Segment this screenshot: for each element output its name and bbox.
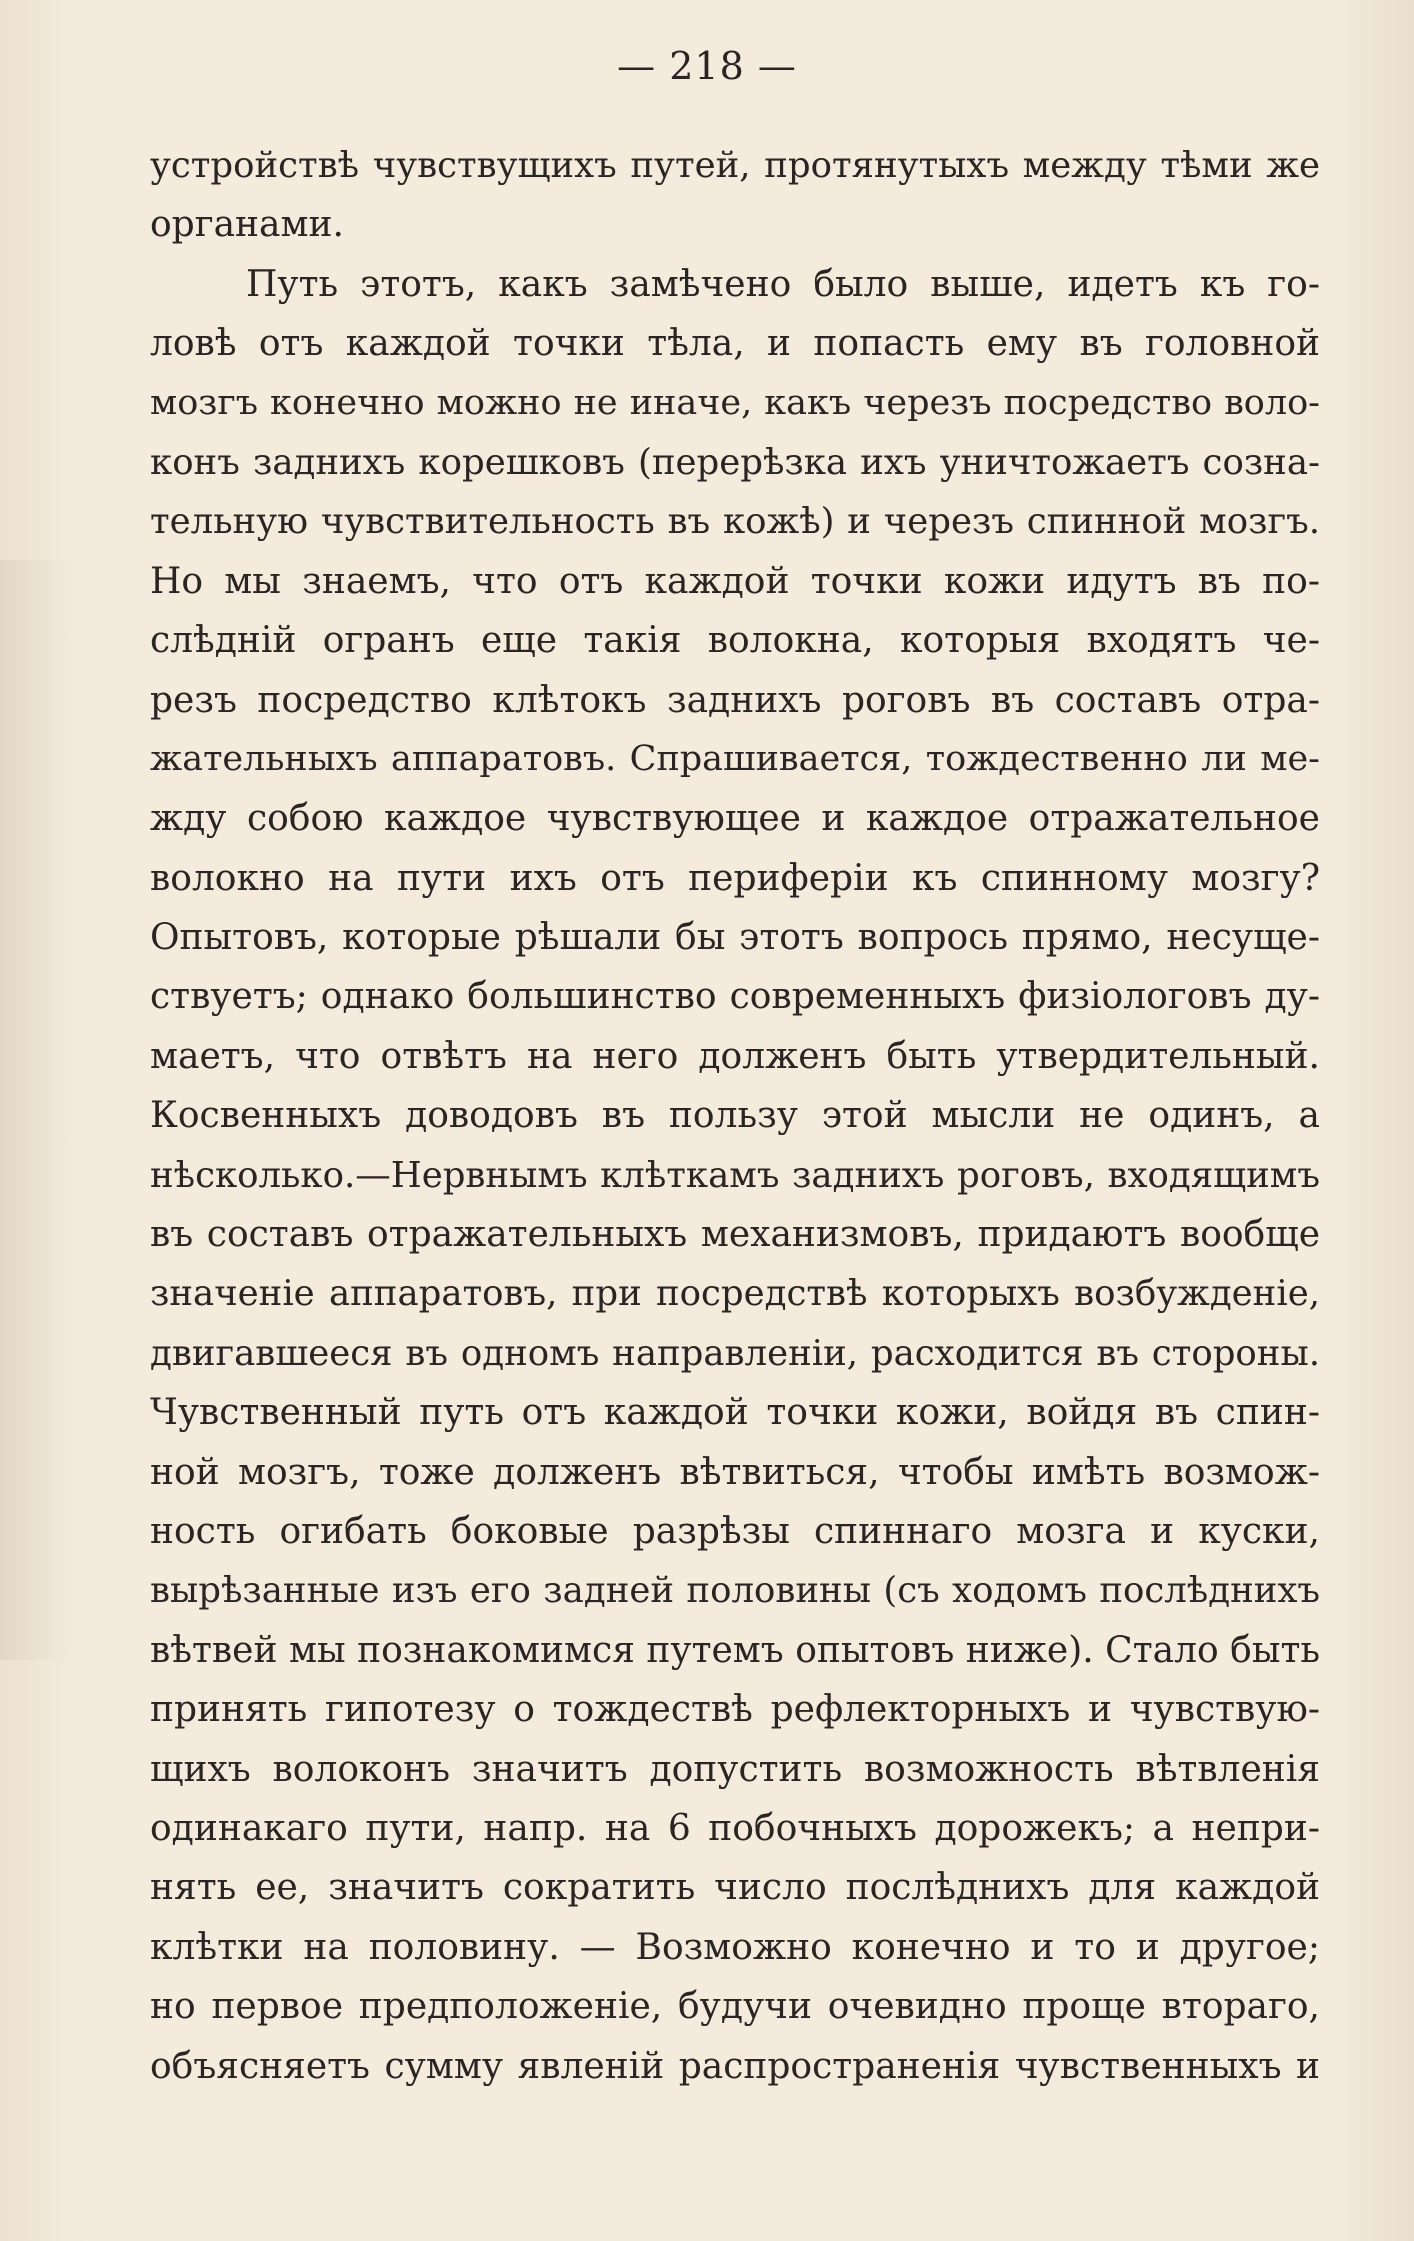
text-line: клѣтки на половину. — Возможно конечно и то и другое;	[150, 1926, 1320, 1968]
text-line: ность огибать боковые разрѣзы спиннаго мозга и куски,	[150, 1510, 1320, 1552]
text-line: объясняетъ сумму явленiй распространенiя чувственныхъ и	[150, 2045, 1320, 2087]
text-line: щихъ волоконъ значитъ допустить возможность вѣтвленiя	[150, 1748, 1320, 1790]
text-line: мозгъ конечно можно не иначе, какъ черезъ посредство воло-	[150, 382, 1320, 423]
page-edge-shadow	[0, 560, 70, 1660]
text-line: устройствѣ чувствущихъ путей, протянутыхъ между тѣми же	[150, 145, 1320, 186]
text-line: конъ заднихъ корешковъ (перерѣзка ихъ уничтожаетъ созна-	[150, 441, 1320, 483]
text-line: принять гипотезу о тождествѣ рефлекторныхъ и чувствую-	[150, 1689, 1320, 1731]
text-line: ловѣ отъ каждой точки тѣла, и попасть ему въ головной	[150, 323, 1320, 365]
text-line: органами.	[150, 204, 344, 246]
page-number: — 218 —	[617, 44, 797, 88]
text-line: Но мы знаемъ, что отъ каждой точки кожи идутъ въ по-	[150, 560, 1320, 602]
body-text	[150, 136, 1320, 2096]
text-line: въ составъ отражательныхъ механизмовъ, придаютъ вообще	[150, 1214, 1320, 1256]
text-line: нѣсколько.—Нервнымъ клѣткамъ заднихъ роговъ, входящимъ	[150, 1154, 1320, 1196]
text-line: маетъ, что отвѣтъ на него долженъ быть утвердительный.	[150, 1035, 1320, 1077]
text-line: Опытовъ, которые рѣшали бы этотъ вопрось прямо, несуще-	[150, 917, 1320, 959]
text-line: двигавшееся въ одномъ направленiи, расходится въ стороны.	[150, 1332, 1320, 1374]
text-line: значенiе аппаратовъ, при посредствѣ которыхъ возбужденiе,	[150, 1273, 1320, 1315]
text-line: жду собою каждое чувствующее и каждое отражательное	[150, 798, 1320, 840]
text-line: но первое предположенiе, будучи очевидно проще втораго,	[150, 1986, 1320, 2028]
text-line: одинакаго пути, напр. на 6 побочныхъ дорожекъ; а непри-	[150, 1807, 1320, 1849]
text-line: слѣднiй огранъ еще такiя волокна, которыя входятъ че-	[150, 620, 1320, 662]
text-line: ной мозгъ, тоже долженъ вѣтвиться, чтобы имѣть возмож-	[150, 1451, 1320, 1493]
text-line: резъ посредство клѣтокъ заднихъ роговъ въ составъ отра-	[150, 679, 1320, 721]
text-line: нять ее, значитъ сократить число послѣднихъ для каждой	[150, 1867, 1320, 1909]
text-line: волокно на пути ихъ отъ периферiи къ спинному мозгу?	[150, 857, 1320, 899]
text-line: ствуетъ; однако большинство современныхъ физiологовъ ду-	[150, 976, 1320, 1018]
text-line: жательныхъ аппаратовъ. Спрашивается, тождественно ли ме-	[150, 738, 1320, 779]
text-line: вѣтвей мы познакомимся путемъ опытовъ ниже). Стало быть	[150, 1629, 1320, 1671]
text-line: вырѣзанные изъ его задней половины (съ ходомъ послѣднихъ	[150, 1570, 1320, 1612]
text-line: Косвенныхъ доводовъ въ пользу этой мысли не одинъ, а	[150, 1095, 1320, 1137]
text-line: тельную чувствительность въ кожѣ) и черезъ спинной мозгъ.	[150, 501, 1320, 543]
text-line: Чувственный путь отъ каждой точки кожи, войдя въ спин-	[150, 1392, 1320, 1434]
text-line: Путь этотъ, какъ замѣчено было выше, идетъ къ го-	[246, 263, 1320, 305]
